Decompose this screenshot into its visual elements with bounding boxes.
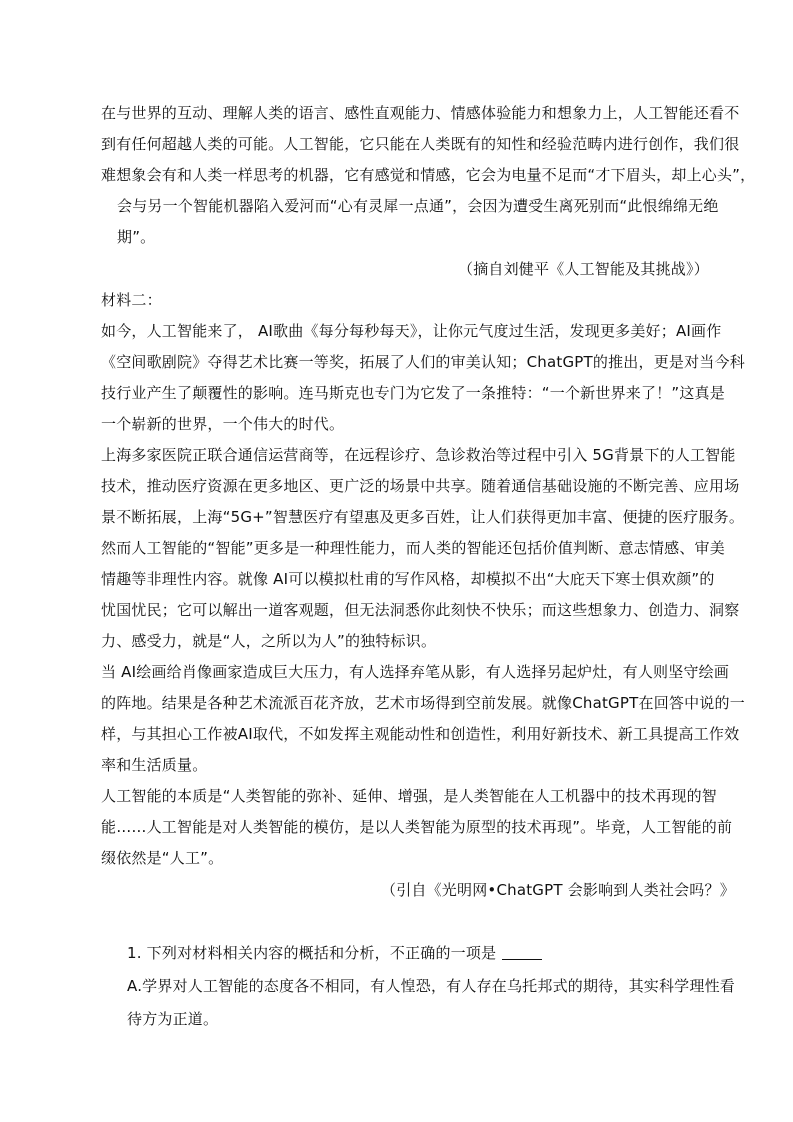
material2-line: 当 AI绘画给肖像画家造成巨大压力，有人选择弃笔从影，有人选择另起炉灶，有人则坚守绘画 <box>101 663 730 681</box>
material2-line: 力、感受力，就是“人，之所以为人”的独特标识。 <box>101 632 437 650</box>
material2-line: 景不断拓展，上海“5G+”智慧医疗有望惠及更多百姓，让人们获得更加丰富、便捷的医疗服务。 <box>101 508 745 526</box>
material2-line: 技术，推动医疗资源在更多地区、更广泛的场景中共享。随着通信基础设施的不断完善、应用场 <box>101 477 740 495</box>
material2-label: 材料二： <box>101 291 162 309</box>
material1-line: 到有任何超越人类的可能。人工智能，它只能在人类既有的知性和经验范畴内进行创作，我们很 <box>101 135 740 153</box>
material2-line: 如今，人工智能来了， AI歌曲《每分每秒每天》，让你元气度过生活，发现更多美好；AI画作 <box>101 322 722 340</box>
material2-line: 率和生活质量。 <box>101 756 208 774</box>
option-a-line: A.学界对人工智能的态度各不相同，有人惶恐，有人存在乌托邦式的期待，其实科学理性看 <box>127 977 735 995</box>
material2-line: 技行业产生了颠覆性的影响。连马斯克也专门为它发了一条推特：“一个新世界来了！”这真是 <box>101 384 725 402</box>
material1-line: 在与世界的互动、理解人类的语言、感性直观能力、情感体验能力和想象力上，人工智能还看不 <box>101 104 740 122</box>
material2-line: 情趣等非理性内容。就像 AI可以模拟杜甫的写作风格，却模拟不出“大庇天下寒士俱欢颜”的 <box>101 570 715 588</box>
material2-line: 能……人工智能是对人类智能的模仿，是以人类智能为原型的技术再现”。毕竟，人工智能的前 <box>101 818 733 836</box>
material2-line: 上海多家医院正联合通信运营商等，在远程诊疗、急诊救治等过程中引入 5G背景下的人工智能 <box>101 446 736 464</box>
option-a-line: 待方为正道。 <box>127 1010 219 1028</box>
question-stem-text: 1. 下列对材料相关内容的概括和分析，不正确的一项是 <box>127 944 497 962</box>
material1-line: 会与另一个智能机器陷入爱河而“心有灵犀一点通”，会因为遭受生离死别而“此恨绵绵无绝 <box>117 197 719 215</box>
material2-line: 样，与其担心工作被AI取代，不如发挥主观能动性和创造性，利用好新技术、新工具提高工作效 <box>101 725 740 743</box>
material1-citation: （摘自刘健平《人工智能及其挑战》） <box>458 260 709 278</box>
material1-line: 期”。 <box>117 228 156 246</box>
material2-line: 缀依然是“人工”。 <box>101 849 224 867</box>
material2-line: 人工智能的本质是“人类智能的弥补、延伸、增强，是人类智能在人工机器中的技术再现的智 <box>101 787 717 805</box>
material1-line: 难想象会有和人类一样思考的机器，它有感觉和情感，它会为电量不足而“才下眉头，却上心头”， <box>101 166 756 184</box>
question-stem <box>127 943 542 963</box>
material2-citation: （引自《光明网•ChatGPT 会影响到人类社会吗？》 <box>381 881 735 899</box>
material2-line: 一个崭新的世界，一个伟大的时代。 <box>101 415 345 433</box>
answer-blank[interactable] <box>502 945 542 960</box>
material2-line: 然而人工智能的“智能”更多是一种理性能力，而人类的智能还包括价值判断、意志情感、审美 <box>101 539 725 557</box>
material2-line: 的阵地。结果是各种艺术流派百花齐放，艺术市场得到空前发展。就像ChatGPT在回答中说的一 <box>101 694 745 712</box>
material2-line: 忧国忧民；它可以解出一道客观题，但无法洞悉你此刻快不快乐；而这些想象力、创造力、洞察 <box>101 601 740 619</box>
material2-line: 《空间歌剧院》夺得艺术比赛一等奖，拓展了人们的审美认知；ChatGPT的推出，更是对当今科 <box>101 353 745 371</box>
